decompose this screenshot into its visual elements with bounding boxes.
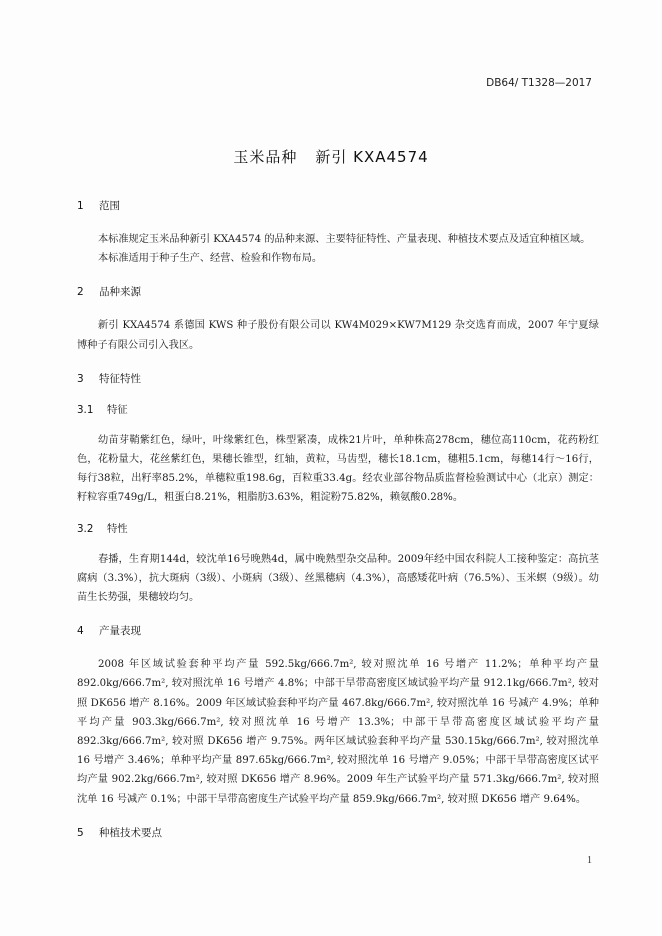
section-4-paragraph: 2008 年区域试验套种平均产量 592.5kg/666.7m², 较对照沈单 16 号增产 11.2%；单种平均产量 892.0kg/666.7m², 较对照沈单 16 号增产 4.8%；中部干旱带高密度区域试验平均产量 912.1kg/666.7m², 较对照 DK656 增产 8.16%。2009 年区域试验套种平均产量 467.8kg/666.7m², 较对照沈单 16 号减产 4.9%；单种平均产量 903.3kg/666.7m², 较对照沈单 16 号增产 13.3%；中部干旱带高密度区域试验平均产量 892.3kg/666.7m², 较对照 DK656 增产 9.75%。两年区域试验套种平均产量 530.15kg/666.7m², 较对照沈单 16 号增产 3.46%；单种平均产量 897.65kg/666.7m², 较对照沈单 16 号增产 9.05%；中部干旱带高密度区试平均产量 902.2kg/666.7m², 较对照 DK656 增产 8.96%。2009 年生产试验平均产量 571.3kg/666.7m², 较对照沈单 16 号减产 0.1%；中部干旱带高密度生产试验平均产量 859.9kg/666.7m², 较对照 DK656 增产 9.64%。 — [77, 659, 599, 805]
section-number: 1 — [77, 200, 84, 212]
section-1-heading — [77, 196, 599, 216]
section-2-heading — [77, 282, 599, 302]
title-part-1: 玉米品种 — [233, 148, 298, 166]
section-4-heading — [77, 621, 599, 641]
subsection-number: 3.2 — [77, 522, 94, 535]
section-1-paragraph-1: 本标准规定玉米品种新引 KXA4574 的品种来源、主要特征特性、产量表现、种植技术要点及适宜种植区域。 — [98, 234, 591, 245]
section-title: 种植技术要点 — [99, 826, 162, 839]
document-title — [0, 146, 662, 167]
section-number: 2 — [77, 286, 84, 299]
section-number: 5 — [77, 826, 84, 839]
section-title: 特征特性 — [99, 372, 141, 385]
subsection-3-1-paragraph: 幼苗芽鞘紫红色，绿叶，叶缘紫红色，株型紧凑，成株21片叶，单种株高278cm，穗位高110cm，花药粉红色，花粉量大，花丝紫红色，果穗长锥型，红轴，黄粒，马齿型，穗长18.1cm，穗粗5.1cm，每穗14行～16行，每行38粒，出籽率85.2%，单穗粒重198.6g，百粒重33.4g。经农业部谷物品质监督检验测试中心（北京）测定：籽粒容重749g/L，粗蛋白8.21%，粗脂肪3.63%，粗淀粉75.82%，赖氨酸0.28%。 — [77, 434, 599, 504]
section-2-paragraph-1: 新引 KXA4574 系德国 KWS 种子股份有限公司以 KW4M029×KW7M129 杂交选育而成，2007 年宁夏绿博种子有限公司引入我区。 — [77, 320, 599, 351]
section-title: 产量表现 — [99, 625, 141, 638]
subsection-title: 特性 — [107, 522, 128, 535]
subsection-3-1-heading — [77, 400, 599, 420]
standard-code: DB64/ T1328—2017 — [486, 77, 592, 89]
title-part-2: 新引 KXA4574 — [315, 148, 429, 166]
section-3-heading — [77, 369, 599, 389]
section-title: 品种来源 — [99, 286, 141, 299]
section-5-heading — [77, 823, 599, 843]
section-title: 范围 — [99, 200, 120, 212]
subsection-3-2-heading — [77, 519, 599, 539]
subsection-title: 特征 — [107, 403, 128, 416]
page-number: 1 — [587, 855, 592, 866]
subsection-number: 3.1 — [77, 403, 94, 416]
section-1-paragraph-2: 本标准适用于种子生产、经营、检验和作物布局。 — [98, 253, 323, 265]
subsection-3-2-paragraph: 春播，生育期144d，较沈单16号晚熟4d，属中晚熟型杂交品种。2009年经中国农科院人工接种鉴定：高抗茎腐病（3.3%），抗大斑病（3级）、小斑病（3级）、丝黑穗病（4.3%），高感矮花叶病（76.5%）、玉米螟（9级）。幼苗生长势强，果穗较均匀。 — [77, 553, 599, 604]
document-body — [77, 196, 599, 843]
section-number: 4 — [77, 625, 84, 638]
section-number: 3 — [77, 372, 84, 385]
